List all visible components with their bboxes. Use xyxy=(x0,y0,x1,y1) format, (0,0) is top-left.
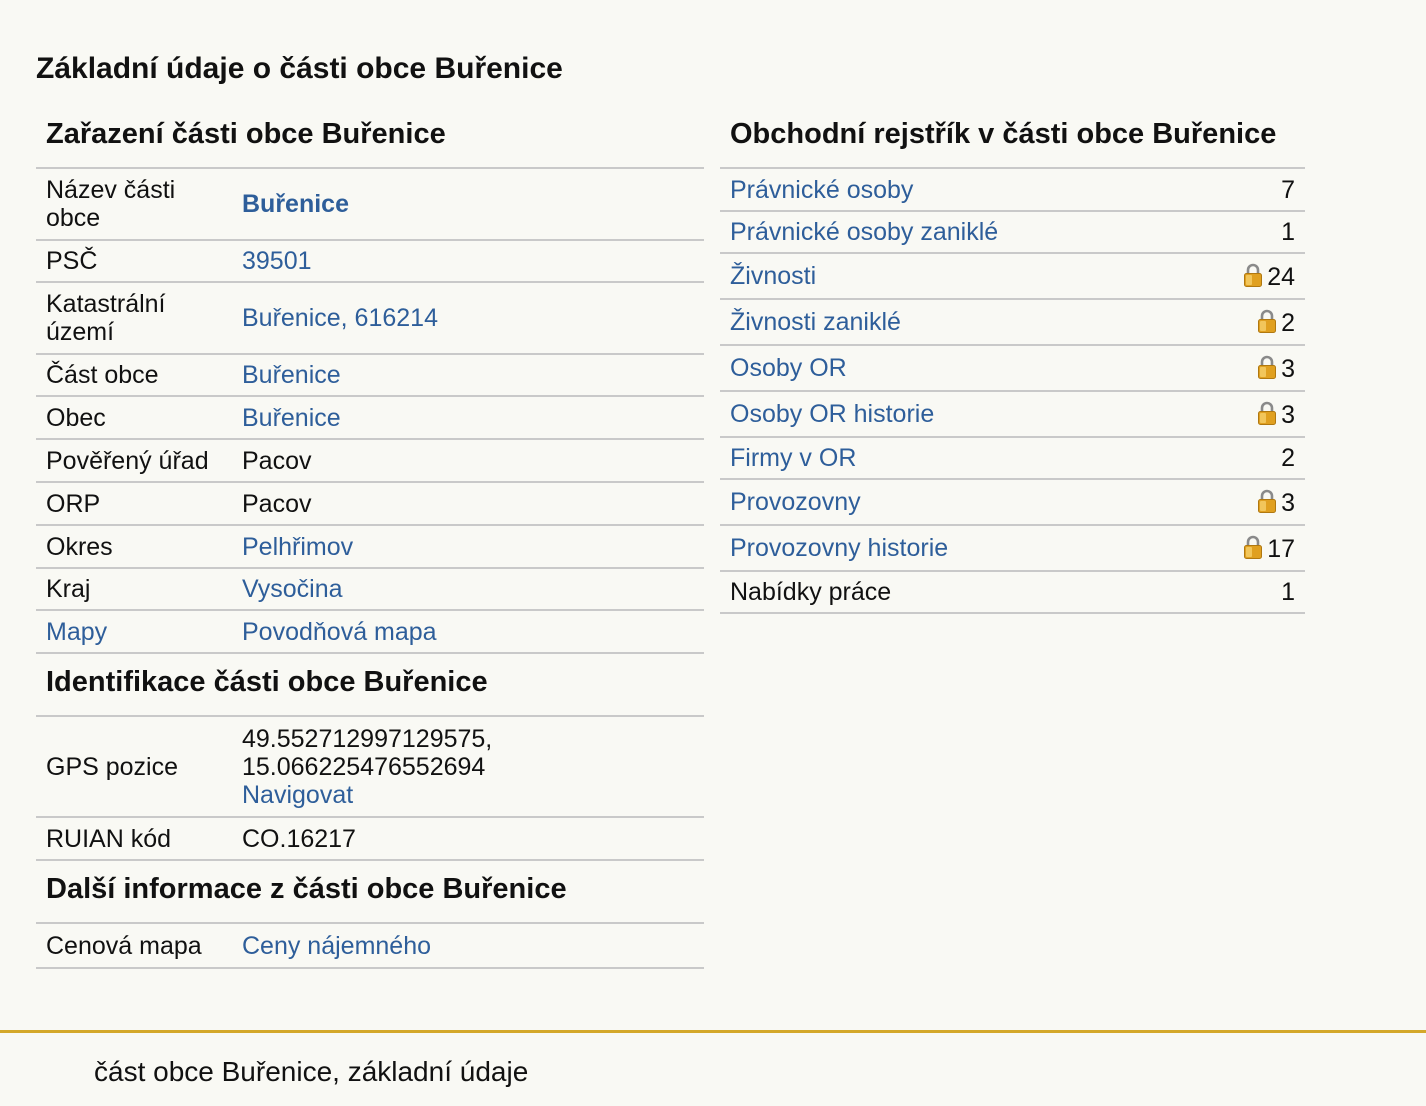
table-row xyxy=(720,211,1305,253)
table-row xyxy=(720,345,1305,391)
povereny-urad-value: Pacov xyxy=(232,439,704,482)
obec-link[interactable]: Buřenice xyxy=(242,403,341,432)
zarazeni-title: Zařazení části obce Buřenice xyxy=(36,108,704,169)
zarazeni-table xyxy=(36,169,704,654)
row-key: Okres xyxy=(36,525,232,568)
gps-lon: 15.066225476552694 xyxy=(242,752,486,781)
lock-icon xyxy=(1257,308,1277,334)
gps-lat: 49.552712997129575, xyxy=(242,724,493,753)
page-title: Základní údaje o části obce Buřenice xyxy=(36,52,563,85)
firmy-v-or-link[interactable]: Firmy v OR xyxy=(730,444,857,472)
count: 2 xyxy=(1281,308,1295,337)
count: 3 xyxy=(1281,354,1295,383)
pravnicke-osoby-zanikle-link[interactable]: Právnické osoby zaniklé xyxy=(730,218,999,246)
left-column xyxy=(36,108,704,969)
lock-icon xyxy=(1257,488,1277,514)
nabidky-prace-label: Nabídky práce xyxy=(720,571,1175,613)
povodnova-mapa-link[interactable]: Povodňová mapa xyxy=(242,617,437,646)
ruian-label: RUIAN kód xyxy=(36,817,232,860)
cast-obce-link[interactable]: Buřenice xyxy=(242,361,341,389)
table-row xyxy=(720,391,1305,437)
cenova-mapa-label: Cenová mapa xyxy=(36,924,232,968)
count: 2 xyxy=(1175,437,1305,479)
count: 1 xyxy=(1175,571,1305,613)
table-row xyxy=(36,354,704,396)
row-key: Pověřený úřad xyxy=(36,439,232,482)
table-row xyxy=(720,571,1305,613)
table-row xyxy=(36,568,704,610)
provozovny-link[interactable]: Provozovny xyxy=(730,488,861,516)
table-row xyxy=(36,240,704,282)
row-key: Název části obce xyxy=(36,169,232,240)
pravnicke-osoby-link[interactable]: Právnické osoby xyxy=(730,175,914,204)
table-row xyxy=(36,717,704,817)
table-row xyxy=(36,817,704,860)
orp-value: Pacov xyxy=(232,482,704,525)
ruian-value: CO.16217 xyxy=(232,817,704,860)
rejstrik-table xyxy=(720,169,1305,614)
okres-link[interactable]: Pelhřimov xyxy=(242,532,354,561)
gps-label: GPS pozice xyxy=(36,717,232,817)
row-key: Část obce xyxy=(36,354,232,396)
rejstrik-title: Obchodní rejstřík v části obce Buřenice xyxy=(720,108,1305,169)
table-row xyxy=(36,482,704,525)
navigovat-link[interactable]: Navigovat xyxy=(242,780,354,809)
zivnosti-link[interactable]: Živnosti xyxy=(730,262,817,290)
mapy-link[interactable]: Mapy xyxy=(46,617,108,646)
count: 24 xyxy=(1267,262,1295,291)
table-row xyxy=(720,169,1305,211)
footer-rule xyxy=(0,1030,1426,1033)
zivnosti-zanikle-link[interactable]: Živnosti zaniklé xyxy=(730,308,901,336)
table-row xyxy=(720,437,1305,479)
row-key: Katastrální území xyxy=(36,282,232,354)
dalsi-table xyxy=(36,924,704,969)
table-row xyxy=(720,525,1305,571)
footer-text: část obce Buřenice, základní údaje xyxy=(94,1056,529,1087)
table-row xyxy=(36,924,704,968)
lock-icon xyxy=(1257,354,1277,380)
table-row xyxy=(36,610,704,653)
count: 1 xyxy=(1175,211,1305,253)
ceny-najemneho-link[interactable]: Ceny nájemného xyxy=(242,931,432,960)
table-row xyxy=(720,479,1305,525)
identifikace-table xyxy=(36,717,704,861)
table-row xyxy=(36,396,704,439)
dalsi-title: Další informace z části obce Buřenice xyxy=(36,861,704,924)
count: 7 xyxy=(1175,169,1305,211)
count: 3 xyxy=(1281,400,1295,429)
table-row xyxy=(36,169,704,240)
osoby-or-historie-link[interactable]: Osoby OR historie xyxy=(730,400,935,428)
row-key: ORP xyxy=(36,482,232,525)
identifikace-title: Identifikace části obce Buřenice xyxy=(36,654,704,717)
table-row xyxy=(36,439,704,482)
row-key: Kraj xyxy=(36,568,232,610)
katastralni-uzemi-link[interactable]: Buřenice, 616214 xyxy=(242,304,438,332)
kraj-link[interactable]: Vysočina xyxy=(242,575,343,603)
provozovny-historie-link[interactable]: Provozovny historie xyxy=(730,534,949,562)
table-row xyxy=(720,253,1305,299)
psc-link[interactable]: 39501 xyxy=(242,247,312,275)
nazev-casti-obce-link[interactable]: Buřenice xyxy=(242,190,349,218)
lock-icon xyxy=(1243,534,1263,560)
osoby-or-link[interactable]: Osoby OR xyxy=(730,354,847,382)
count: 17 xyxy=(1267,534,1295,563)
lock-icon xyxy=(1243,262,1263,288)
table-row xyxy=(720,299,1305,345)
lock-icon xyxy=(1257,400,1277,426)
right-column xyxy=(720,108,1305,614)
table-row xyxy=(36,525,704,568)
count: 3 xyxy=(1281,488,1295,517)
row-key: PSČ xyxy=(36,240,232,282)
table-row xyxy=(36,282,704,354)
row-key: Obec xyxy=(36,396,232,439)
